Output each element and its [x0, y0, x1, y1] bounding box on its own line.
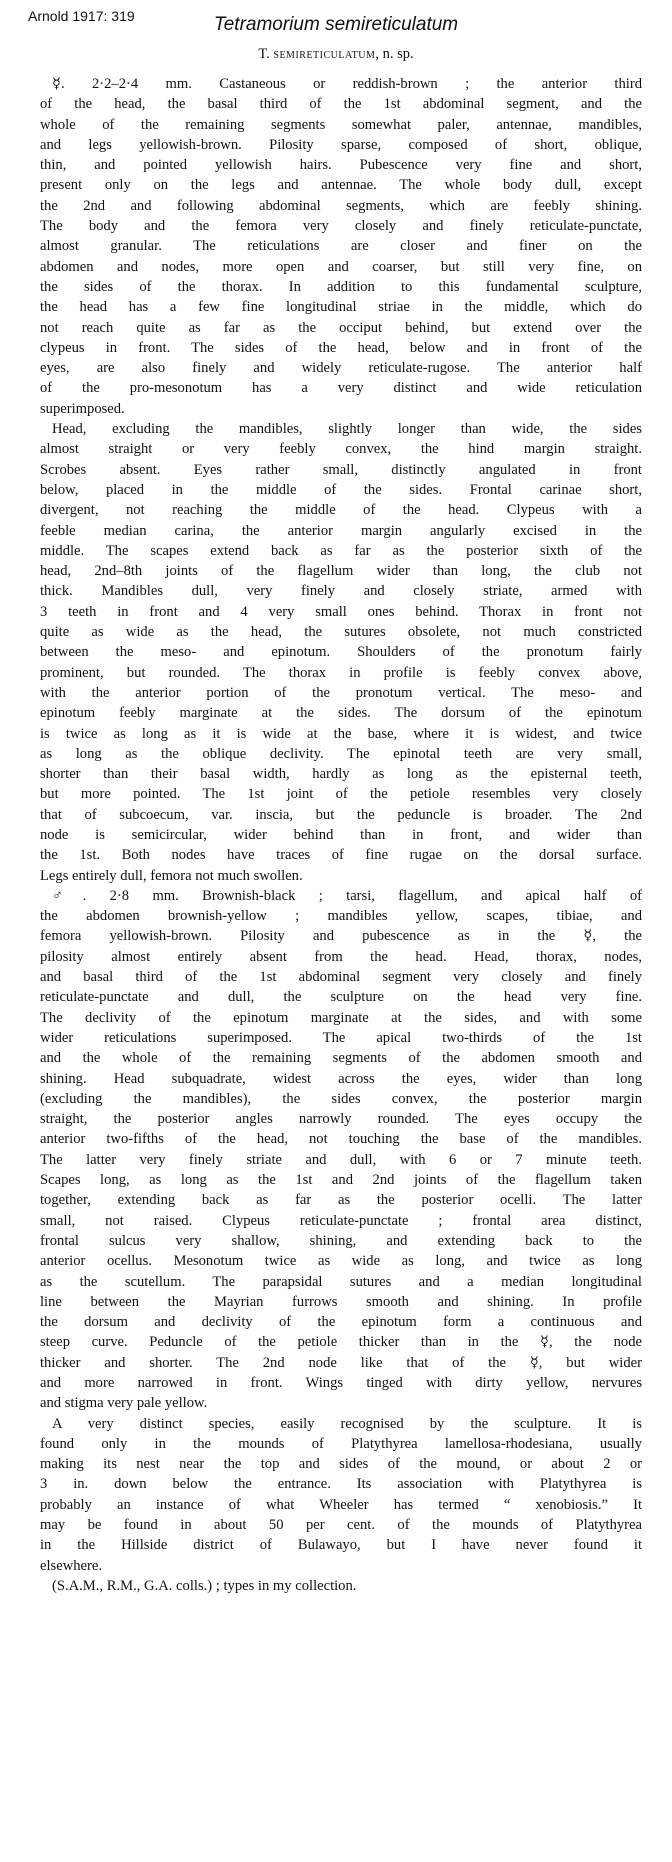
text-line: middle. The scapes extend back as far as the posterior sixth of the: [40, 542, 642, 559]
heading-prefix: T.: [258, 46, 274, 62]
text-line: the 1st. Both nodes have traces of fine rugae on the dorsal surface.: [40, 847, 642, 864]
text-line: The body and the femora very closely and finely reticulate-punctate,: [40, 218, 642, 235]
text-line: pilosity almost entirely absent from the head. Head, thorax, nodes,: [40, 948, 642, 965]
body-text: [40, 74, 642, 1596]
text-line: and stigma very pale yellow.: [40, 1395, 208, 1412]
text-line: thicker and shorter. The 2nd node like that of the ☿, but wider: [40, 1354, 642, 1371]
text-line: with the anterior portion of the pronotum vertical. The meso- and: [40, 684, 642, 701]
heading-suffix: , n. sp.: [375, 46, 414, 62]
text-line: node is semicircular, wider behind than in front, and wider than: [40, 826, 642, 843]
text-line: of the pro-mesonotum has a very distinct and wide reticulation: [40, 380, 642, 397]
text-line: superimposed.: [40, 400, 125, 417]
text-line: shining. Head subquadrate, widest across the eyes, wider than long: [40, 1070, 642, 1087]
text-line: below, placed in the middle of the sides. Frontal carinae short,: [40, 481, 642, 498]
text-line: whole of the remaining segments somewhat paler, antennae, mandibles,: [40, 116, 642, 133]
text-line: straight, the posterior angles narrowly rounded. The eyes occupy the: [40, 1111, 642, 1128]
text-line: and basal third of the 1st abdominal segment very closely and finely: [40, 969, 642, 986]
text-line: probably an instance of what Wheeler has termed “ xenobiosis.” It: [40, 1496, 642, 1513]
text-line: frontal sulcus very shallow, shining, and extending back to the: [40, 1232, 642, 1249]
text-line: thick. Mandibles dull, very finely and closely striate, armed with: [40, 583, 642, 600]
heading-name: semireticulatum: [273, 46, 376, 62]
text-line: 3 in. down below the entrance. Its association with Platythyrea is: [40, 1476, 642, 1493]
text-line: the head has a few fine longitudinal striae in the middle, which do: [40, 299, 642, 316]
text-line: thin, and pointed yellowish hairs. Pubescence very fine and short,: [40, 157, 642, 174]
text-line: eyes, are also finely and widely reticulate-rugose. The anterior half: [40, 360, 642, 377]
text-line: abdomen and nodes, more open and coarser, but still very fine, on: [40, 258, 642, 275]
text-line: (excluding the mandibles), the sides convex, the posterior margin: [40, 1090, 642, 1107]
species-title: Tetramorium semireticulatum: [213, 14, 459, 35]
text-line: not reach quite as far as the occiput behind, but extend over the: [40, 319, 642, 336]
text-line: The latter very finely striate and dull, with 6 or 7 minute teeth.: [40, 1151, 642, 1168]
text-line: as long as the oblique declivity. The epinotal teeth are very small,: [40, 745, 642, 762]
text-line: that of subcoecum, var. inscia, but the peduncle is broader. The 2nd: [40, 806, 642, 823]
text-line: ☿. 2·2–2·4 mm. Castaneous or reddish-brown ; the anterior third: [52, 76, 642, 92]
text-line: anterior ocellus. Mesonotum twice as wide as long, and twice as long: [40, 1253, 642, 1270]
text-line: epinotum feebly marginate at the sides. The dorsum of the epinotum: [40, 705, 642, 722]
text-line: between the meso- and epinotum. Shoulders of the pronotum fairly: [40, 644, 642, 661]
text-line: prominent, but rounded. The thorax in profile is feebly convex above,: [40, 664, 642, 681]
description-heading: [0, 46, 672, 63]
text-line: together, extending back as far as the posterior ocelli. The latter: [40, 1192, 642, 1209]
text-line: line between the Mayrian furrows smooth and shining. In profile: [40, 1293, 642, 1310]
text-line: the 2nd and following abdominal segments, which are feebly shining.: [40, 197, 642, 214]
text-line: feeble median carina, the anterior margin angularly excised in the: [40, 522, 642, 539]
text-line: Scapes long, as long as the 1st and 2nd joints of the flagellum taken: [40, 1172, 642, 1189]
text-line: reticulate-punctate and dull, the sculpture on the head very fine.: [40, 989, 642, 1006]
citation: Arnold 1917: 319: [28, 8, 135, 24]
text-line: and the whole of the remaining segments of the abdomen smooth and: [40, 1050, 642, 1067]
text-line: the dorsum and declivity of the epinotum form a continuous and: [40, 1314, 642, 1331]
text-line: (S.A.M., R.M., G.A. colls.) ; types in my collection.: [52, 1577, 357, 1594]
text-line: Head, excluding the mandibles, slightly longer than wide, the sides: [52, 421, 642, 438]
text-line: found only in the mounds of Platythyrea lamellosa-rhodesiana, usually: [40, 1435, 642, 1452]
text-line: the sides of the thorax. In addition to this fundamental sculpture,: [40, 278, 642, 295]
text-line: and more narrowed in front. Wings tinged with dirty yellow, nervures: [40, 1375, 642, 1391]
text-line: divergent, not reaching the middle of the head. Clypeus with a: [40, 502, 642, 519]
text-line: ♂. 2·8 mm. Brownish-black ; tarsi, flagellum, and apical half of: [52, 887, 642, 904]
text-line: quite as wide as the head, the sutures obsolete, not much constricted: [40, 624, 642, 641]
text-line: head, 2nd–8th joints of the flagellum wider than long, the club not: [40, 563, 642, 580]
text-line: shorter than their basal width, hardly as long as the episternal teeth,: [40, 766, 642, 783]
text-line: making its nest near the top and sides of the mound, or about 2 or: [40, 1456, 642, 1473]
text-line: wider reticulations superimposed. The apical two-thirds of the 1st: [40, 1029, 642, 1046]
text-line: anterior two-fifths of the head, not touching the base of the mandibles.: [40, 1131, 642, 1148]
text-line: and legs yellowish-brown. Pilosity sparse, composed of short, oblique,: [40, 136, 642, 153]
text-line: but more pointed. The 1st joint of the petiole resembles very closely: [40, 786, 642, 803]
text-line: the abdomen brownish-yellow ; mandibles yellow, scapes, tibiae, and: [40, 908, 642, 925]
text-line: as the scutellum. The parapsidal sutures and a median longitudinal: [40, 1273, 642, 1290]
text-line: almost granular. The reticulations are closer and finer on the: [40, 238, 642, 255]
text-line: elsewhere.: [40, 1557, 102, 1574]
text-line: small, not raised. Clypeus reticulate-punctate ; frontal area distinct,: [40, 1212, 642, 1229]
text-line: present only on the legs and antennae. The whole body dull, except: [40, 177, 642, 194]
text-line: 3 teeth in front and 4 very small ones behind. Thorax in front not: [40, 603, 642, 620]
text-line: steep curve. Peduncle of the petiole thicker than in the ☿, the node: [40, 1334, 642, 1351]
text-line: A very distinct species, easily recognised by the sculpture. It is: [52, 1415, 642, 1432]
text-line: Legs entirely dull, femora not much swollen.: [40, 867, 303, 884]
text-line: in the Hillside district of Bulawayo, but I have never found it: [40, 1537, 642, 1554]
text-line: of the head, the basal third of the 1st abdominal segment, and the: [40, 96, 642, 113]
text-line: clypeus in front. The sides of the head, below and in front of the: [40, 339, 642, 356]
text-line: may be found in about 50 per cent. of the mounds of Platythyrea: [40, 1517, 642, 1534]
text-line: The declivity of the epinotum marginate at the sides, and with some: [40, 1009, 642, 1026]
text-line: is twice as long as it is wide at the base, where it is widest, and twice: [40, 725, 642, 742]
text-line: femora yellowish-brown. Pilosity and pubescence as in the ☿, the: [40, 928, 642, 945]
text-line: Scrobes absent. Eyes rather small, distinctly angulated in front: [40, 461, 642, 478]
text-line: almost straight or very feebly convex, the hind margin straight.: [40, 441, 642, 458]
